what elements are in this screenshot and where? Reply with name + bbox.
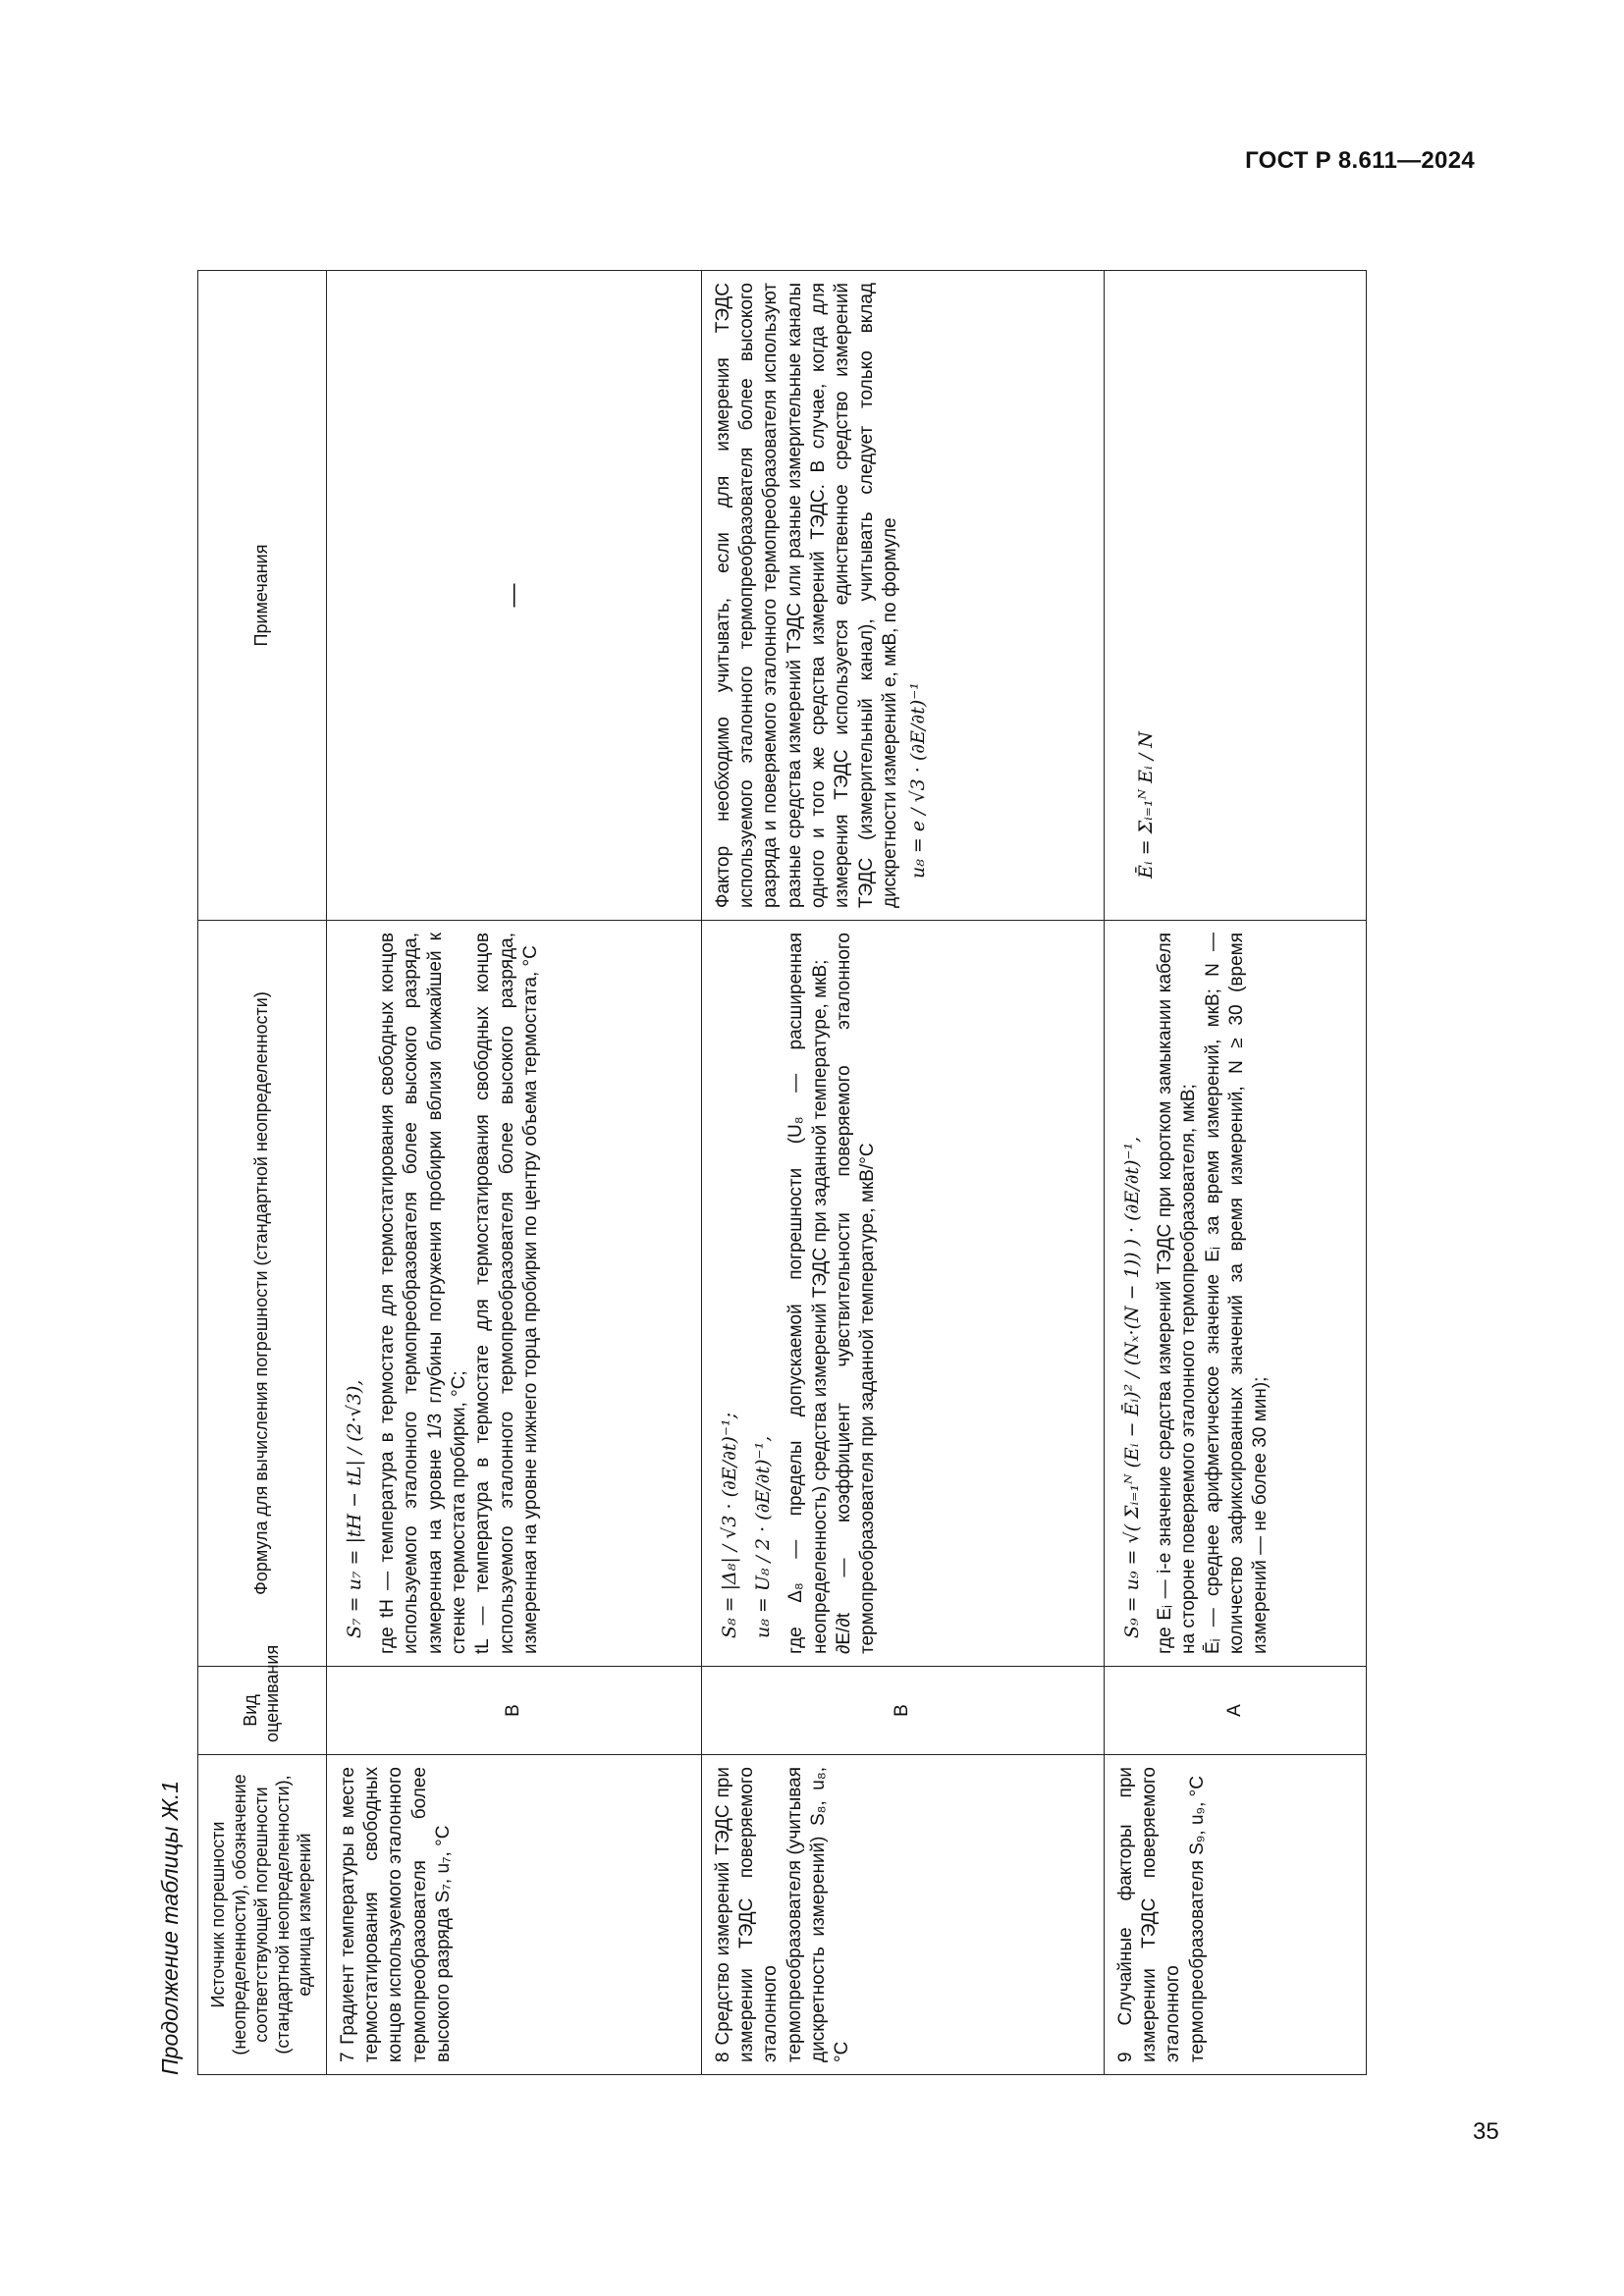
row-7-kind: В xyxy=(326,1667,701,1755)
row-9-kind: А xyxy=(1104,1667,1366,1755)
standard-designation: ГОСТ Р 8.611—2024 xyxy=(1245,147,1475,174)
row-7-description-1: где tН — температура в термостате для термостатирования свободных концов используемого эталонного термопреобразователя более высокого разряда, измеренная на уровне 1/3 глубины погружения пробирки вблизи ближайшей к стенке термостата пробирки, °С; xyxy=(377,933,470,1654)
row-8-description-1: где Δ₈ — пределы допускаемой погрешности (U₈ — расширенная неопределенность) средства измерений ТЭДС при заданной температуре, мкВ; xyxy=(785,933,831,1654)
row-7-source: 7 Градиент температуры в месте термостатирования свободных концов используемого эталонного термопреобразователя более высокого разряда S₇, u₇, °С xyxy=(326,1755,701,2075)
row-8-formula-u8: u₈ = U₈ / 2 · (∂E/∂t)⁻¹, xyxy=(752,1435,775,1638)
row-8-notes-formula: u₈ = e / √3 · (∂E/∂t)⁻¹ xyxy=(907,682,930,879)
header-notes: Примечания xyxy=(198,271,327,921)
row-9-source: 9 Случайные факторы при измерении ТЭДС поверяемого эталонного термопреобразователя S₉, u₉, °С xyxy=(1104,1755,1366,2075)
table-row xyxy=(701,271,1104,2075)
header-source: Источник погрешности (неопределенности), обозначение соответствующей погрешности (стандартной неопределенности), единица измерений xyxy=(198,1755,327,2075)
page-number: 35 xyxy=(1473,2118,1499,2145)
row-8-source: 8 Средство измерений ТЭДС при измерении ТЭДС поверяемого эталонного термопреобразователя (учитывая дискретность измерений) S₈, u₈, °С xyxy=(701,1755,1104,2075)
row-7-formula-cell xyxy=(326,921,701,1667)
header-formula: Формула для вычисления погрешности (стандартной неопределенности) xyxy=(198,921,327,1667)
table-row xyxy=(1104,271,1366,2075)
row-9-description-1: где Eᵢ — i-е значение средства измерений ТЭДС при коротком замыкании кабеля на стороне поверяемого эталонного термопреобразователя, мкВ; xyxy=(1155,933,1200,1654)
table-header-row xyxy=(198,271,327,2075)
row-7-description-2: tL — температура в термостате для термостатирования свободных концов используемого эталонного термопреобразователя более высокого разряда, измеренная на уровне нижнего торца пробирки по центру объема термостата, °С xyxy=(472,933,541,1654)
rotated-page-content xyxy=(157,271,1368,2075)
table-row xyxy=(326,271,701,2075)
header-kind: Вид оценивания xyxy=(198,1667,327,1755)
table-caption: Продолжение таблицы Ж.1 xyxy=(157,1780,183,2075)
row-8-kind: В xyxy=(701,1667,1104,1755)
row-9-formula-cell xyxy=(1104,921,1366,1667)
row-8-notes: Фактор необходимо учитывать, если для измерения ТЭДС используемого эталонного термопреобразователя более высокого разряда и поверяемого эталонного термопреобразователя используют разные средства измерений ТЭДС или разные измерительные каналы одного и того же средства измерений ТЭДС. В случае, когда для измерения ТЭДС используется единственное средство измерений ТЭДС (измерительный канал), учитывать следует только вклад дискретности измерений е, мкВ, по формуле xyxy=(712,283,900,908)
row-9-notes-formula: Ēᵢ = Σᵢ₌₁ᴺ Eᵢ / N xyxy=(1134,731,1157,879)
row-7-notes: — xyxy=(326,271,701,921)
row-9-formula: S₉ = u₉ = √( Σᵢ₌₁ᴺ (Eᵢ − Ēᵢ)² / (Nₓ·(N − 1)) ) · (∂E/∂t)⁻¹, xyxy=(1120,1136,1143,1638)
row-9-notes-cell xyxy=(1104,271,1366,921)
row-8-formula-s8: S₈ = |Δ₈| / √3 · (∂E/∂t)⁻¹; xyxy=(718,1413,740,1638)
uncertainty-table xyxy=(197,270,1367,2075)
row-8-notes-cell xyxy=(701,271,1104,921)
row-7-formula: S₇ = u₇ = |tН − tL| / (2·√3), xyxy=(343,1379,365,1638)
row-8-formula-cell xyxy=(701,921,1104,1667)
row-8-description-2: ∂E/∂t — коэффициент чувствительности поверяемого эталонного термопреобразователя при заданной температуре, мкВ/°С xyxy=(834,933,879,1654)
row-9-description-2: Ēᵢ — среднее арифметическое значение Eᵢ за время измерений, мкВ; N — количество зафиксированных значений за время измерений, N ≥ 30 (время измерений — не более 30 мин); xyxy=(1202,933,1272,1654)
